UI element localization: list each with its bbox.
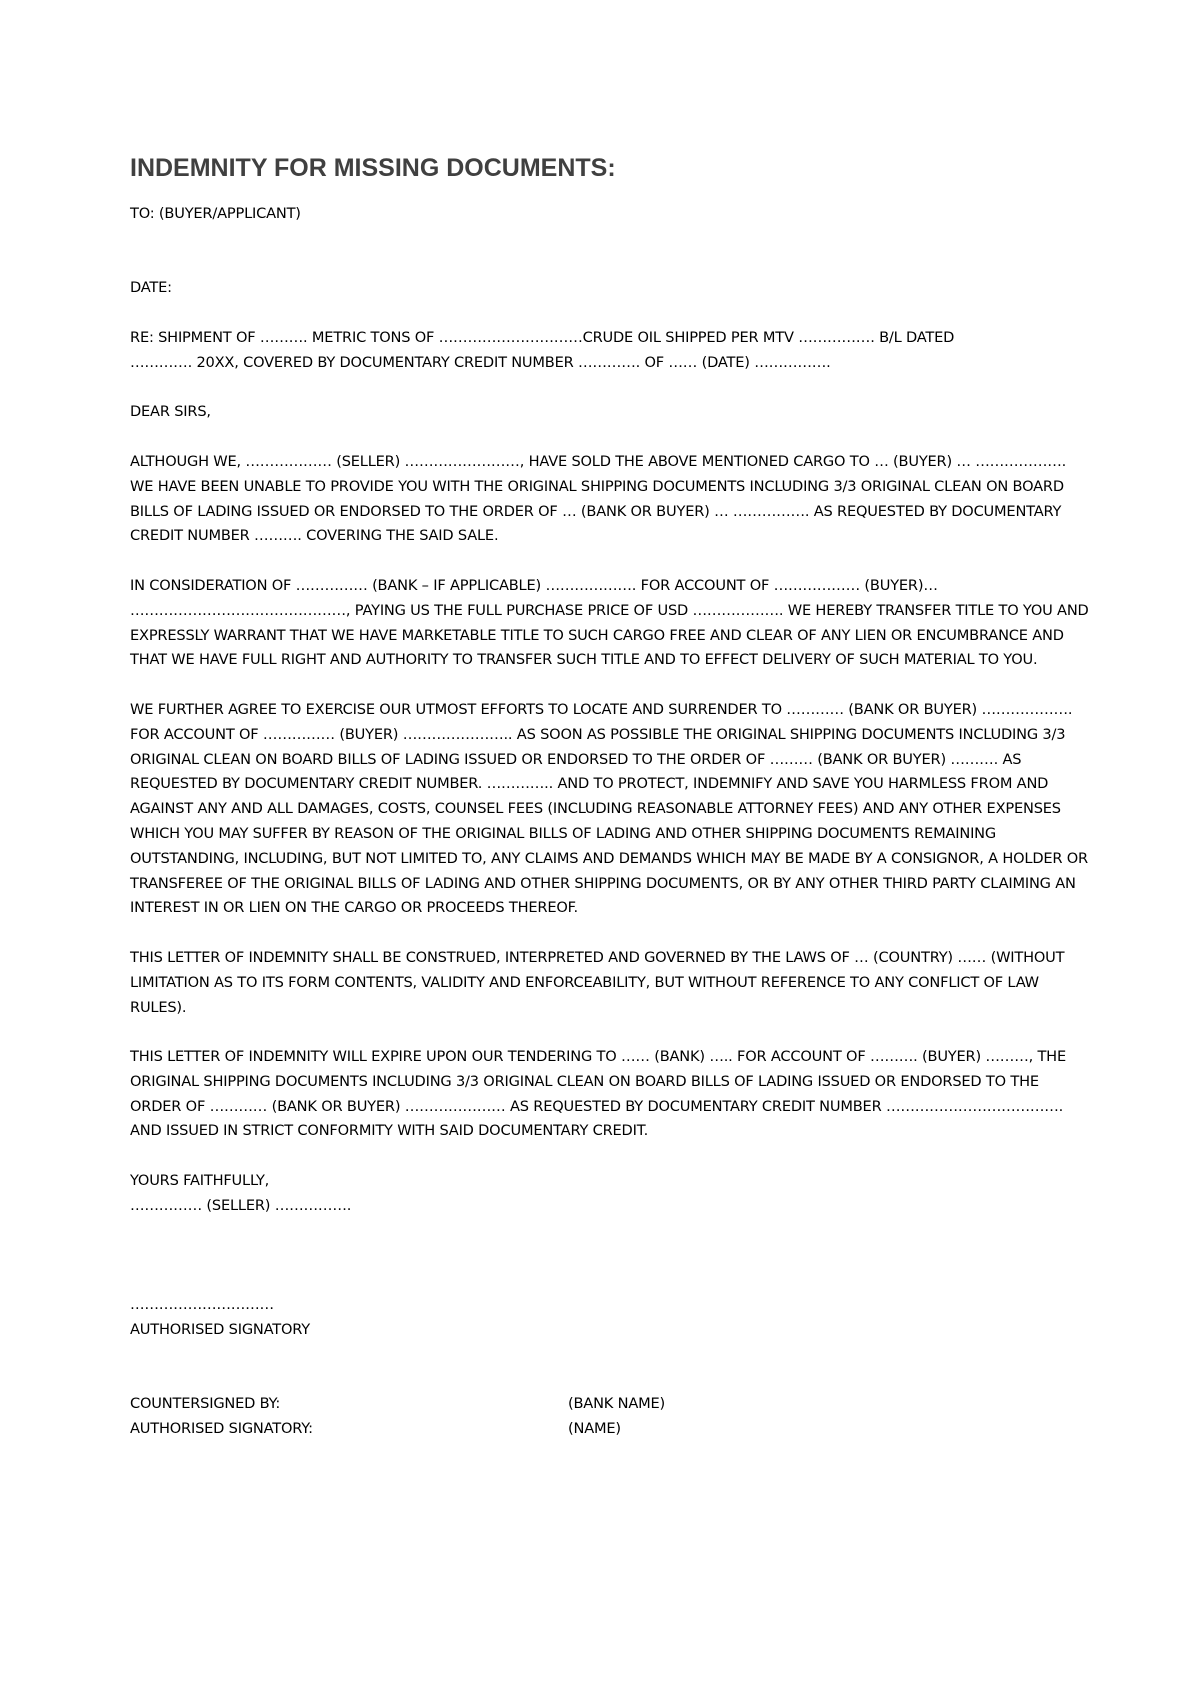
re-line: RE: SHIPMENT OF ………. METRIC TONS OF …………………………CRUDE OIL SHIPPED PER MTV ……………. B/L DATED xyxy=(130,328,955,346)
document-title: INDEMNITY FOR MISSING DOCUMENTS: xyxy=(130,154,616,182)
closing: YOURS FAITHFULLY, xyxy=(130,1172,270,1190)
paragraph-indemnity: WE FURTHER AGREE TO EXERCISE OUR UTMOST EFFORTS TO LOCATE AND SURRENDER TO ………… (BANK OR BUYER) ………………. FOR ACCOUNT OF …………… (BUYER) ………………….. AS SOON AS POSSIBLE THE ORIGINAL SHIPPING DOCUMENTS INCLUDING 3/3 ORIGINAL CLEAN ON BOARD BILLS OF LADING ISSUED OR ENDORSED TO THE ORDER OF ……… (BANK OR BUYER) ………. AS REQUESTED BY DOCUMENTARY CREDIT NUMBER. ………….. AND TO PROTECT, INDEMNIFY AND SAVE YOU HARMLESS FROM AND AGAINST ANY AND ALL DAMAGES, COSTS, COUNSEL FEES (INCLUDING REASONABLE ATTORNEY FEES) AND ANY OTHER EXPENSES WHICH YOU MAY SUFFER BY REASON OF THE ORIGINAL BILLS OF LADING AND OTHER SHIPPING DOCUMENTS REMAINING OUTSTANDING, INCLUDING, BUT NOT LIMITED TO, ANY CLAIMS AND DEMANDS WHICH MAY BE MADE BY A CONSIGNOR, A HOLDER OR TRANSFEREE OF THE ORIGINAL BILLS OF LADING AND OTHER SHIPPING DOCUMENTS, OR BY ANY OTHER THIRD PARTY CLAIMING AN INTEREST IN OR LIEN ON THE CARGO OR PROCEEDS THEREOF. xyxy=(130,700,1089,917)
seller-line: …………… (SELLER) ……………. xyxy=(130,1196,352,1214)
paragraph-seller-statement: ALTHOUGH WE, ……………… (SELLER) ……………………, HAVE SOLD THE ABOVE MENTIONED CARGO TO … (BUYER) … ………………. WE HAVE BEEN UNABLE TO PROVIDE YOU WITH THE ORIGINAL SHIPPING DOCUMENTS INCLUDING 3/3 ORIGINAL CLEAN ON BOARD BILLS OF LADING ISSUED OR ENDORSED TO THE ORDER OF … (BANK OR BUYER) … ……………. AS REQUESTED BY DOCUMENTARY CREDIT NUMBER ………. COVERING THE SAID SALE. xyxy=(130,452,1067,545)
countersign-block xyxy=(130,1392,1090,1442)
document-body xyxy=(130,202,1090,1442)
to-line: TO: (BUYER/APPLICANT) xyxy=(130,205,301,222)
bank-name-value: (BANK NAME) xyxy=(568,1395,666,1413)
name-value: (NAME) xyxy=(568,1420,621,1438)
salutation: DEAR SIRS, xyxy=(130,403,211,421)
authorised-signatory-label: AUTHORISED SIGNATORY: xyxy=(130,1420,313,1438)
re-block xyxy=(130,326,1090,376)
paragraph-governing-law: THIS LETTER OF INDEMNITY SHALL BE CONSTRUED, INTERPRETED AND GOVERNED BY THE LAWS OF … (COUNTRY) …… (WITHOUT LIMITATION AS TO ITS FORM CONTENTS, VALIDITY AND ENFORCEABILITY, BUT WITHOUT REFERENCE TO ANY CONFLICT OF LAW RULES). xyxy=(130,948,1065,1016)
paragraph-expiry: THIS LETTER OF INDEMNITY WILL EXPIRE UPON OUR TENDERING TO …… (BANK) ….. FOR ACCOUNT OF ………. (BUYER) ………, THE ORIGINAL SHIPPING DOCUMENTS INCLUDING 3/3 ORIGINAL CLEAN ON BOARD BILLS OF LADING ISSUED OR ENDORSED TO THE ORDER OF ………… (BANK OR BUYER) ………………… AS REQUESTED BY DOCUMENTARY CREDIT NUMBER ………………………………. AND ISSUED IN STRICT CONFORMITY WITH SAID DOCUMENTARY CREDIT. xyxy=(130,1048,1066,1140)
authorised-signatory: AUTHORISED SIGNATORY xyxy=(130,1320,311,1338)
date-label: DATE: xyxy=(130,279,172,297)
paragraph-consideration: IN CONSIDERATION OF …………… (BANK – IF APPLICABLE) ………………. FOR ACCOUNT OF ……………… (BUYER)… ………………………………………, PAYING US THE FULL PURCHASE PRICE OF USD ………………. WE HEREBY TRANSFER TITLE TO YOU AND EXPRESSLY WARRANT THAT WE HAVE MARKETABLE TITLE TO SUCH CARGO FREE AND CLEAR OF ANY LIEN OR ENCUMBRANCE AND THAT WE HAVE FULL RIGHT AND AUTHORITY TO TRANSFER SUCH TITLE AND TO EFFECT DELIVERY OF SUCH MATERIAL TO YOU. xyxy=(130,576,1089,669)
signature-line: ………………………… xyxy=(130,1296,274,1314)
countersigned-by-label: COUNTERSIGNED BY: xyxy=(130,1395,281,1413)
re-line: …………. 20XX, COVERED BY DOCUMENTARY CREDIT NUMBER …………. OF …… (DATE) ……………. xyxy=(130,353,831,371)
document-page xyxy=(130,150,1090,1442)
